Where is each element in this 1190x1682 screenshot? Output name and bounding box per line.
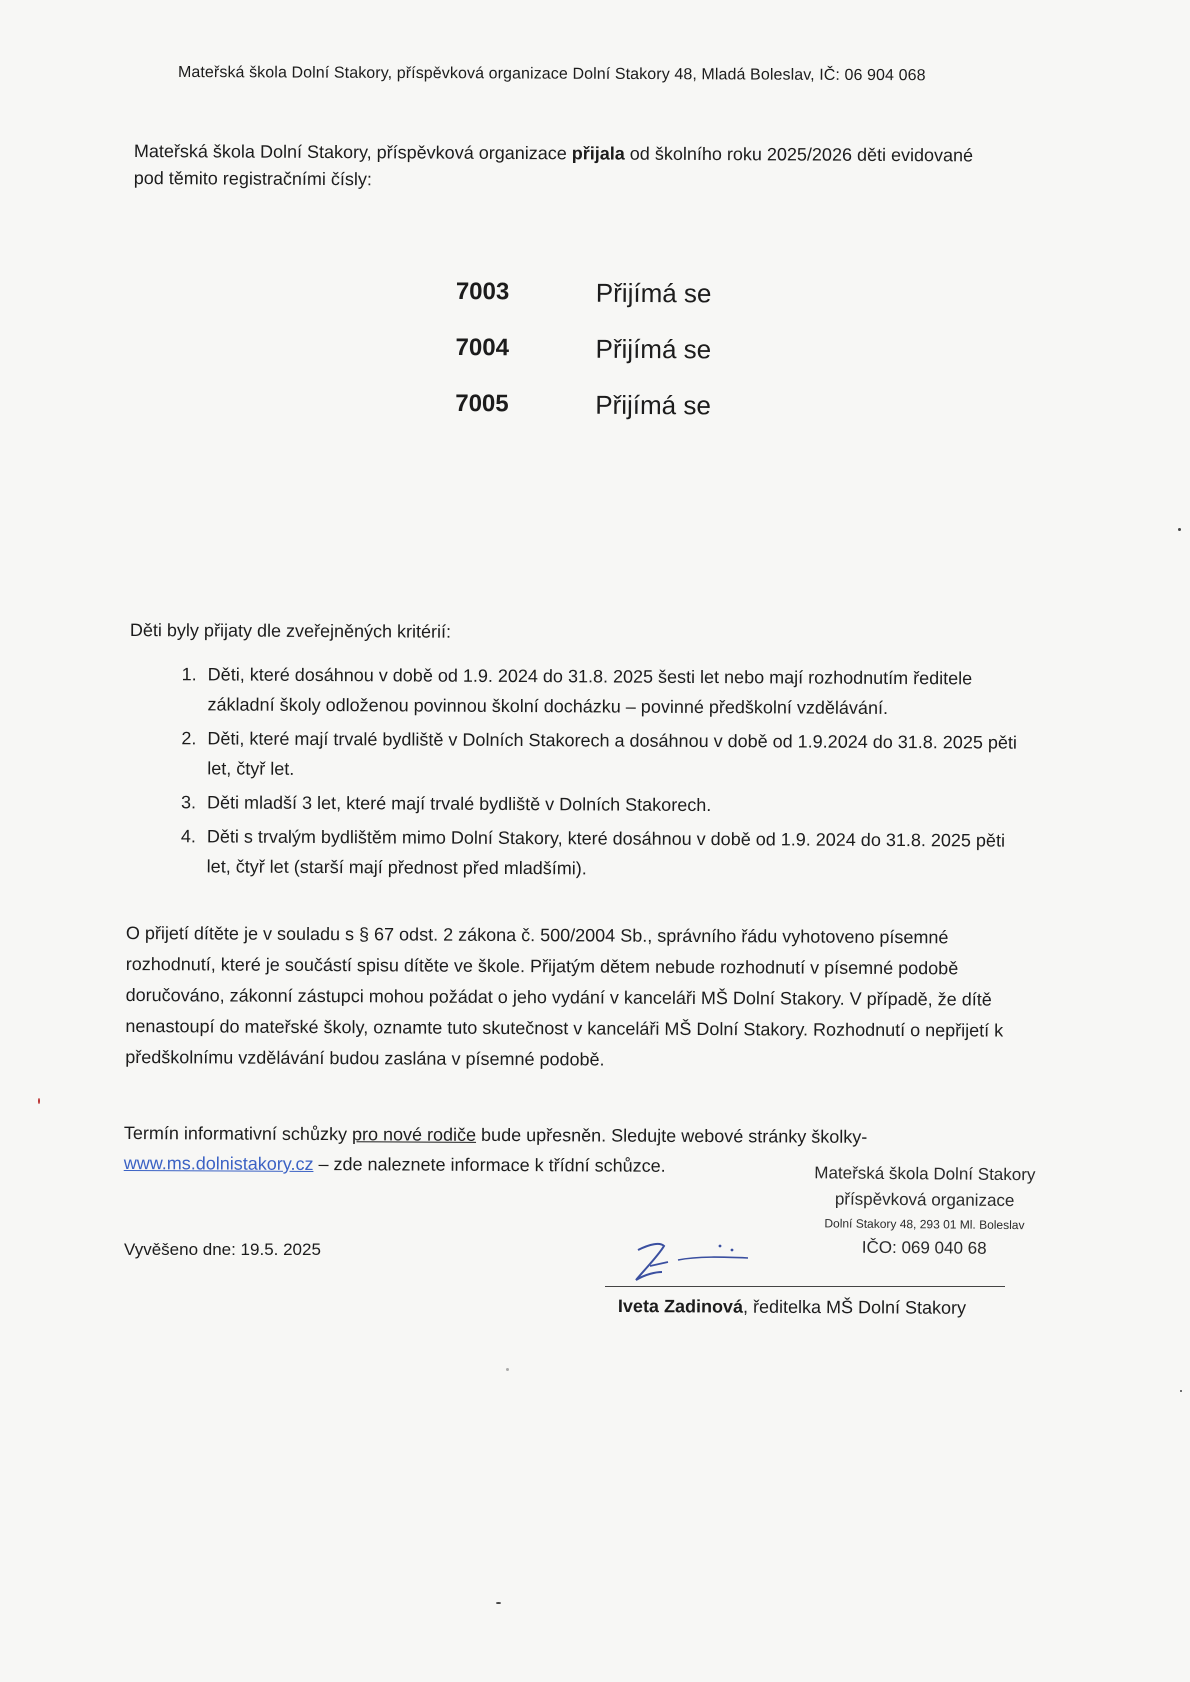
intro-bold-accepted: přijala: [571, 143, 625, 164]
registration-number: 7004: [455, 333, 510, 362]
criteria-item-text: Děti, které mají trvalé bydliště v Dolních Stakorech a dosáhnou v době od 1.9.2024 do 31.8.: [207, 728, 943, 753]
criteria-item-text-cont: 2025 pěti let, čtyř let (starší mají přednost před mladšími).: [206, 830, 1006, 879]
scan-speck: [38, 1098, 40, 1104]
criteria-item: [201, 723, 1029, 787]
meeting-text-end: – zde naleznete informace k třídní schůzce.: [313, 1153, 666, 1176]
criteria-item-text: Děti s trvalým bydlištěm mimo Dolní Stakory, které dosáhnou v době od 1.9. 2024 do 31.8.: [206, 826, 931, 851]
criteria-item-text: Děti mladší 3 let, které mají trvalé bydliště v Dolních Stakorech.: [206, 792, 712, 816]
criteria-item: [201, 787, 1029, 821]
stamp-line-type: příspěvková organizace: [834, 1189, 1015, 1211]
scan-speck: [1178, 528, 1181, 531]
stamp-line-address: Dolní Stakory 48, 293 01 Ml. Boleslav: [824, 1216, 1025, 1233]
intro-text-start: Mateřská škola Dolní Stakory, příspěvková organizace: [133, 140, 572, 164]
criteria-item: [201, 659, 1029, 723]
intro-text-end: od školního roku 2025/2026 děti evidované pod těmito registračními čísly:: [133, 143, 974, 190]
registration-status: Přijímá se: [595, 389, 711, 420]
stamp-line-ico: IČO: 069 040 68: [861, 1237, 987, 1258]
criteria-item-text-cont: 2025 pěti let, čtyř let.: [207, 732, 1017, 779]
registration-row: [456, 264, 712, 321]
criteria-list: [129, 659, 1030, 886]
meeting-text-cont: bude upřesněn. Sledujte webové stránky školky-: [476, 1124, 868, 1147]
school-website-link[interactable]: www.ms.dolnistakory.cz: [123, 1152, 314, 1174]
stamp-line-name: Mateřská škola Dolní Stakory: [814, 1163, 1036, 1185]
criteria-title: Děti byly přijaty dle zveřejněných kritérií:: [129, 620, 452, 642]
meeting-underlined-text: pro nové rodiče: [351, 1124, 477, 1145]
registration-number: 7005: [455, 389, 509, 418]
intro-paragraph: [134, 138, 994, 197]
signer-name: Iveta Zadinová: [617, 1296, 744, 1317]
criteria-item: [201, 821, 1029, 885]
registration-list: [455, 264, 711, 433]
criteria-section: [129, 620, 1030, 890]
registration-status: Přijímá se: [595, 277, 712, 308]
decision-paragraph: O přijetí dítěte je v souladu s § 67 odst. 2 zákona č. 500/2004 Sb., správního řádu vyhotoveno písemné rozhodnutí, které je součástí spisu dítěte ve škole. Přijatým dětem nebude rozhodnutí v písemné podobě doručováno, zákonní zástupci mohou požádat o jeho vydání v kanceláři MŠ Dolní Stakory. V případě, že dítě nenastoupí do mateřské školy, oznamte tuto skutečnost v kanceláři MŠ Dolní Stakory. Rozhodnutí o nepřijetí k předškolnímu vzdělávání budou zaslána v písemné podobě.: [125, 922, 1004, 1070]
criteria-item-text: Děti, které dosáhnou v době od 1.9. 2024 do 31.8. 2025 šesti let nebo mají rozhodnutím: [207, 664, 914, 689]
scan-speck: [496, 1602, 501, 1604]
school-header: Mateřská škola Dolní Stakory, příspěvková organizace Dolní Stakory 48, Mladá Boleslav, IČ: 06 904 068: [177, 64, 926, 85]
scan-speck: [1180, 1390, 1182, 1392]
registration-status: Přijímá se: [595, 333, 712, 364]
handwritten-signature: [628, 1228, 758, 1286]
registration-row: [455, 376, 711, 433]
meeting-text: Termín informativní schůzky: [123, 1122, 353, 1145]
scan-speck: [506, 1368, 509, 1371]
school-stamp: [779, 1160, 1070, 1263]
signature-line: [605, 1286, 1005, 1287]
registration-row: [455, 320, 711, 377]
posted-date: Vyvěšeno dne: 19.5. 2025: [124, 1240, 321, 1259]
registration-number: 7003: [455, 277, 510, 306]
criteria-item-text-cont: ředitele základní školy odloženou povinnou školní docházku – povinné předškolní vzdělávání.: [207, 668, 973, 718]
signer-block: [618, 1296, 966, 1319]
signer-role: , ředitelka MŠ Dolní Stakory: [742, 1296, 967, 1318]
